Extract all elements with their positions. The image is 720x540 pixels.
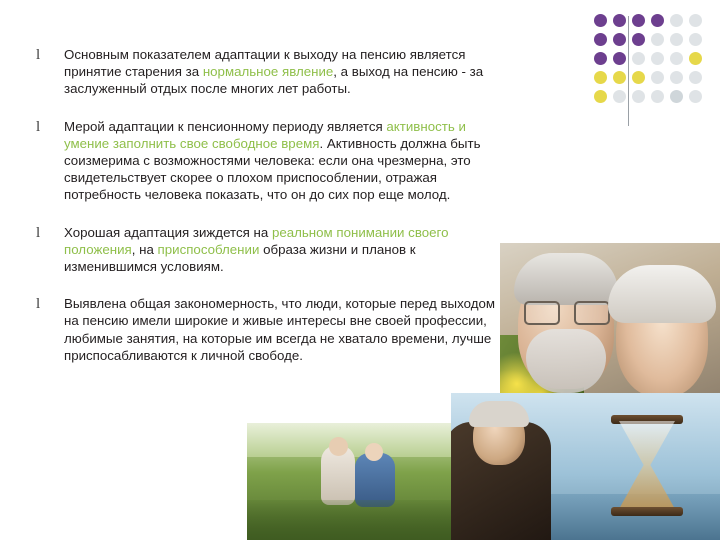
grass-foreground xyxy=(247,500,451,540)
person-one-head xyxy=(329,437,348,456)
bullet-item xyxy=(36,118,696,204)
photo-elderly-couple xyxy=(500,243,720,405)
decorative-dot xyxy=(689,33,702,46)
decorative-dot xyxy=(594,14,607,27)
decorative-dot xyxy=(632,14,645,27)
decorative-dot xyxy=(670,33,683,46)
text-run: . Активность должна быть соизмерима с возможностями человека: если она чрезмерна, это свидетельствует скорее о плохом приспособлении, отражая потребность человека показать, что он до сих пор еще молод. xyxy=(64,135,481,203)
highlighted-phrase: приспособлении xyxy=(157,241,260,257)
bullet-marker-icon: l xyxy=(36,47,41,63)
man-hair xyxy=(514,253,618,305)
photo-couple-on-grass xyxy=(247,423,451,540)
man-beard xyxy=(526,329,606,393)
bullet-text xyxy=(64,295,509,364)
highlighted-phrase: нормальное явление xyxy=(202,64,334,80)
glasses-icon xyxy=(524,301,610,321)
man-hair xyxy=(469,401,529,427)
decorative-dot xyxy=(670,14,683,27)
bullet-text xyxy=(64,46,509,98)
decorative-dot xyxy=(613,33,626,46)
bullet-marker-icon: l xyxy=(36,224,41,241)
decorative-dot xyxy=(632,33,645,46)
text-run: , а выход на пенсию - за заслуженный отдых после многих лет работы. xyxy=(64,64,484,97)
woman-hair xyxy=(608,265,716,323)
highlighted-phrase: реальном понимании своего положения xyxy=(64,224,449,257)
bullet-text xyxy=(64,118,509,204)
text-run: Основным показателем адаптации к выходу на пенсию является принятие старения за xyxy=(64,47,466,80)
highlighted-phrase: активность и умение заполнить свое свободное время xyxy=(64,118,466,151)
decorative-dot xyxy=(651,14,664,27)
hourglass-bottom-cap xyxy=(611,507,683,516)
decorative-dot xyxy=(651,33,664,46)
person-two-body xyxy=(355,453,395,507)
person-two-head xyxy=(365,443,383,461)
hourglass-top-bulb xyxy=(619,421,675,465)
decorative-dot xyxy=(594,33,607,46)
bullet-text xyxy=(64,224,509,276)
text-run: Хорошая адаптация зиждется на xyxy=(64,224,272,240)
bullet-item xyxy=(36,46,696,98)
bullet-marker-icon: l xyxy=(36,118,41,135)
photo-man-with-hourglass xyxy=(451,393,720,540)
bullet-marker-icon: l xyxy=(36,296,41,313)
decorative-dot xyxy=(613,14,626,27)
text-run: Мерой адаптации к пенсионному периоду является xyxy=(64,118,387,134)
text-run: Выявлена общая закономерность, что люди, которые перед выходом на пенсию имели широкие и живые интересы вне своей профессии, любимые занятия, на которые им всегда не хватало времени, лучше приспосабливаются к личной свободе. xyxy=(64,296,496,363)
text-run: образа жизни и планов к изменившимся условиям. xyxy=(64,241,416,275)
hourglass-bottom-bulb xyxy=(619,465,675,509)
decorative-dot xyxy=(689,14,702,27)
text-run: , на xyxy=(131,241,158,257)
